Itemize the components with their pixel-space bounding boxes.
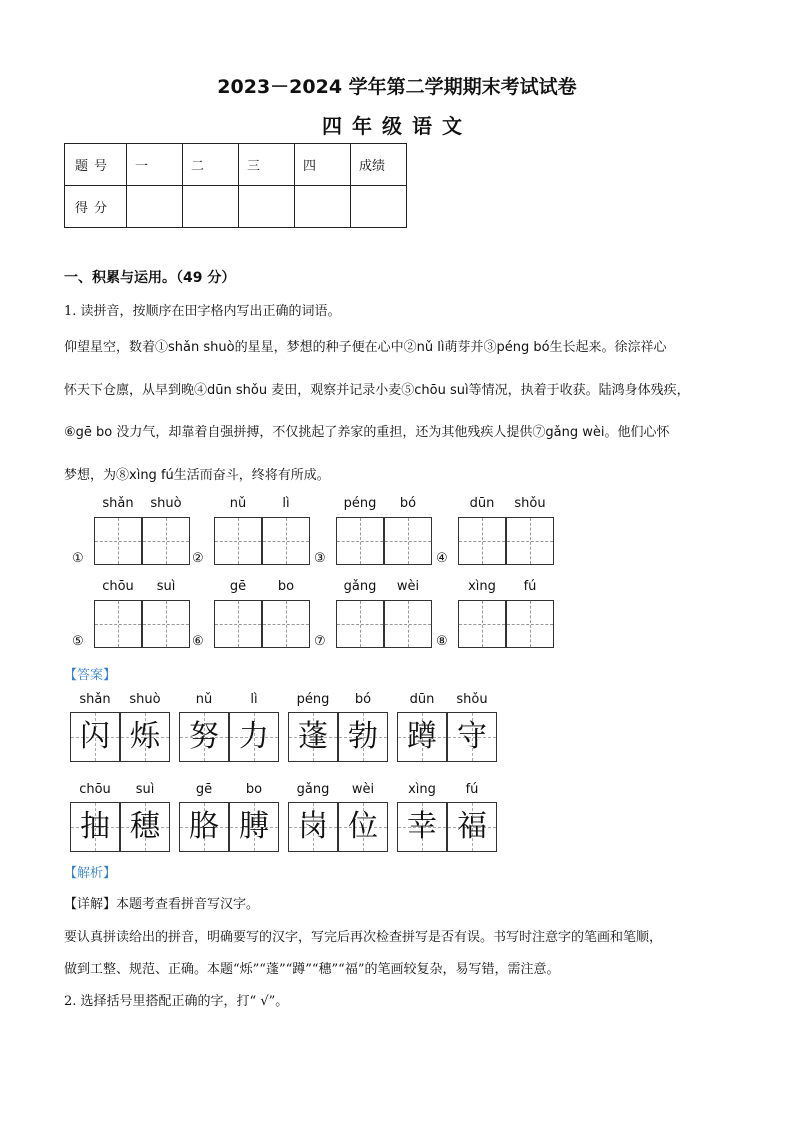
writing-cell[interactable] xyxy=(142,600,190,648)
writing-grid-item xyxy=(192,496,312,566)
passage-text: 梦想，为⑧ xyxy=(64,468,130,483)
answer-row xyxy=(70,782,510,854)
answer-item xyxy=(288,782,388,854)
answer-cell xyxy=(447,802,497,852)
writing-grid-item xyxy=(314,496,434,566)
pinyin-label: bó xyxy=(354,692,372,707)
writing-grid-row xyxy=(64,579,564,649)
answer-item xyxy=(70,692,170,764)
pinyin-label: péng xyxy=(343,496,377,511)
pinyin-label: bo xyxy=(245,782,263,797)
writing-cell[interactable] xyxy=(142,517,190,565)
answer-cell xyxy=(338,802,388,852)
pinyin-label: shuò xyxy=(150,496,182,511)
writing-cell[interactable] xyxy=(214,600,262,648)
answer-cell xyxy=(397,712,447,762)
answer-char: 勃 xyxy=(348,719,378,754)
pinyin-label: gē xyxy=(229,579,247,594)
writing-cell[interactable] xyxy=(506,517,554,565)
writing-grid-item xyxy=(72,579,192,649)
answer-item xyxy=(397,692,497,764)
passage-text: 等情况，执着于收获。陆鸿身体残疾， xyxy=(468,383,690,398)
pinyin-text: shǎn shuò xyxy=(168,340,235,355)
pinyin-label: xìng xyxy=(468,579,496,594)
pinyin-text: dūn shǒu xyxy=(207,383,268,398)
passage-text: ⑥ xyxy=(64,425,76,440)
score-table-header-row xyxy=(65,144,407,186)
exam-title: 2023－2024 学年第二学期期末考试试卷 xyxy=(217,76,577,98)
writing-cell[interactable] xyxy=(262,600,310,648)
writing-cell[interactable] xyxy=(336,517,384,565)
pinyin-text: gē bo xyxy=(75,425,113,440)
item-number: ⑤ xyxy=(72,634,84,649)
passage-line xyxy=(64,336,667,355)
answer-item xyxy=(179,782,279,854)
score-cell: 一 xyxy=(127,144,183,186)
score-cell xyxy=(239,186,295,228)
pinyin-label: shǒu xyxy=(456,692,488,707)
answer-char: 烁 xyxy=(130,719,160,754)
score-cell: 三 xyxy=(239,144,295,186)
item-number: ① xyxy=(72,551,84,566)
pinyin-label: bo xyxy=(277,579,295,594)
score-cell: 题号 xyxy=(65,144,127,186)
passage-line xyxy=(64,379,690,398)
answer-char: 力 xyxy=(239,719,269,754)
pinyin-text: péng bó xyxy=(496,340,550,355)
writing-cell[interactable] xyxy=(506,600,554,648)
answer-cell xyxy=(70,802,120,852)
item-number: ② xyxy=(192,551,204,566)
score-cell: 得分 xyxy=(65,186,127,228)
score-cell xyxy=(127,186,183,228)
pinyin-text: nǔ lì xyxy=(416,340,445,355)
pinyin-label: bó xyxy=(399,496,417,511)
item-number: ③ xyxy=(314,551,326,566)
pinyin-text: gǎng wèi xyxy=(545,425,605,440)
answer-char: 幸 xyxy=(407,809,437,844)
answer-char: 守 xyxy=(457,719,487,754)
pinyin-label: chōu xyxy=(102,579,134,594)
answer-cell xyxy=(120,712,170,762)
question-2-prompt: 2. 选择括号里搭配正确的字，打“ √”。 xyxy=(64,994,289,1009)
pinyin-label: péng xyxy=(296,692,330,707)
pinyin-label: suì xyxy=(156,579,176,594)
writing-cell[interactable] xyxy=(384,600,432,648)
score-cell: 二 xyxy=(183,144,239,186)
answer-cell xyxy=(288,802,338,852)
writing-cell[interactable] xyxy=(458,600,506,648)
answer-char: 位 xyxy=(348,809,378,844)
writing-grid-item xyxy=(436,579,556,649)
pinyin-label: shuò xyxy=(129,692,161,707)
score-cell xyxy=(351,186,407,228)
answer-char: 努 xyxy=(189,719,219,754)
writing-grid-row xyxy=(64,496,564,566)
score-cell xyxy=(295,186,351,228)
explanation-line: 要认真拼读给出的拼音，明确要写的汉字，写完后再次检查拼写是否有误。书写时注意字的笔画和笔顺， xyxy=(64,930,663,945)
passage-text: 生长起来。徐淙祥心 xyxy=(549,340,667,355)
score-table-score-row xyxy=(65,186,407,228)
writing-cell[interactable] xyxy=(458,517,506,565)
answer-cell xyxy=(179,712,229,762)
answer-char: 抽 xyxy=(80,809,110,844)
pinyin-label: dūn xyxy=(469,496,495,511)
pinyin-label: lì xyxy=(282,496,290,511)
writing-cell[interactable] xyxy=(214,517,262,565)
pinyin-label: nǔ xyxy=(195,692,213,707)
writing-cell[interactable] xyxy=(336,600,384,648)
analysis-tag: 【解析】 xyxy=(64,866,117,881)
section-heading: 一、积累与运用。（49 分） xyxy=(64,270,236,286)
answer-cell xyxy=(288,712,338,762)
item-number: ⑧ xyxy=(436,634,448,649)
item-number: ⑦ xyxy=(314,634,326,649)
explanation-line: 做到工整、规范、正确。本题“烁”“蓬”“蹲”“穗”“福”的笔画较复杂，易写错，需注意。 xyxy=(64,962,560,977)
writing-grid-item xyxy=(436,496,556,566)
answer-cell xyxy=(70,712,120,762)
exam-subtitle: 四年级语文 xyxy=(322,114,472,138)
item-number: ④ xyxy=(436,551,448,566)
answer-item xyxy=(179,692,279,764)
answer-cell xyxy=(229,802,279,852)
pinyin-label: nǔ xyxy=(229,496,247,511)
score-cell: 成绩 xyxy=(351,144,407,186)
writing-cell[interactable] xyxy=(262,517,310,565)
writing-grid-item xyxy=(72,496,192,566)
pinyin-label: dūn xyxy=(409,692,435,707)
answer-cell xyxy=(120,802,170,852)
passage-text: 麦田，观察并记录小麦⑤ xyxy=(267,383,415,398)
pinyin-label: gǎng xyxy=(296,782,330,797)
answer-char: 蓬 xyxy=(298,719,328,754)
pinyin-label: shǎn xyxy=(79,692,111,707)
answer-char: 闪 xyxy=(80,719,110,754)
answer-char: 岗 xyxy=(298,809,328,844)
answer-char: 穗 xyxy=(130,809,160,844)
question-1-prompt: 1. 读拼音，按顺序在田字格内写出正确的词语。 xyxy=(64,304,341,319)
answer-row xyxy=(70,692,510,764)
item-number: ⑥ xyxy=(192,634,204,649)
writing-cell[interactable] xyxy=(94,600,142,648)
passage-text: 萌芽并③ xyxy=(444,340,497,355)
score-cell xyxy=(183,186,239,228)
passage-text: 没力气，却靠着自强拼搏，不仅挑起了养家的重担，还为其他残疾人提供⑦ xyxy=(112,425,546,440)
answer-cell xyxy=(447,712,497,762)
writing-grid-item xyxy=(192,579,312,649)
pinyin-label: wèi xyxy=(351,782,375,797)
detail-text: 【详解】本题考查看拼音写汉字。 xyxy=(64,897,260,912)
passage-text: 仰望星空，数着① xyxy=(64,340,169,355)
pinyin-label: shǒu xyxy=(514,496,546,511)
passage-text: 生活而奋斗，终将有所成。 xyxy=(173,468,330,483)
pinyin-text: chōu suì xyxy=(414,383,469,398)
writing-cell[interactable] xyxy=(384,517,432,565)
answer-item xyxy=(288,692,388,764)
pinyin-label: gē xyxy=(195,782,213,797)
score-table xyxy=(64,143,407,228)
answer-item xyxy=(397,782,497,854)
answer-cell xyxy=(397,802,447,852)
writing-cell[interactable] xyxy=(94,517,142,565)
pinyin-label: gǎng xyxy=(343,579,377,594)
pinyin-label: shǎn xyxy=(102,496,134,511)
passage-text: 的星星，梦想的种子便在心中② xyxy=(234,340,417,355)
answer-char: 福 xyxy=(457,809,487,844)
pinyin-label: wèi xyxy=(396,579,420,594)
answer-cell xyxy=(229,712,279,762)
score-cell: 四 xyxy=(295,144,351,186)
pinyin-label: chōu xyxy=(79,782,111,797)
answer-char: 膊 xyxy=(239,809,269,844)
pinyin-label: lì xyxy=(250,692,258,707)
answer-tag: 【答案】 xyxy=(64,668,117,683)
pinyin-label: xìng xyxy=(408,782,436,797)
pinyin-label: suì xyxy=(135,782,155,797)
passage-line xyxy=(64,421,670,440)
passage-line xyxy=(64,464,330,483)
answer-char: 胳 xyxy=(189,809,219,844)
pinyin-label: fú xyxy=(523,579,537,594)
answer-cell xyxy=(179,802,229,852)
pinyin-text: xìng fú xyxy=(129,468,174,483)
answer-char: 蹲 xyxy=(407,719,437,754)
answer-cell xyxy=(338,712,388,762)
pinyin-label: fú xyxy=(465,782,479,797)
passage-text: 怀天下仓廪，从早到晚④ xyxy=(64,383,208,398)
writing-grid-item xyxy=(314,579,434,649)
answer-item xyxy=(70,782,170,854)
passage-text: 。他们心怀 xyxy=(604,425,670,440)
